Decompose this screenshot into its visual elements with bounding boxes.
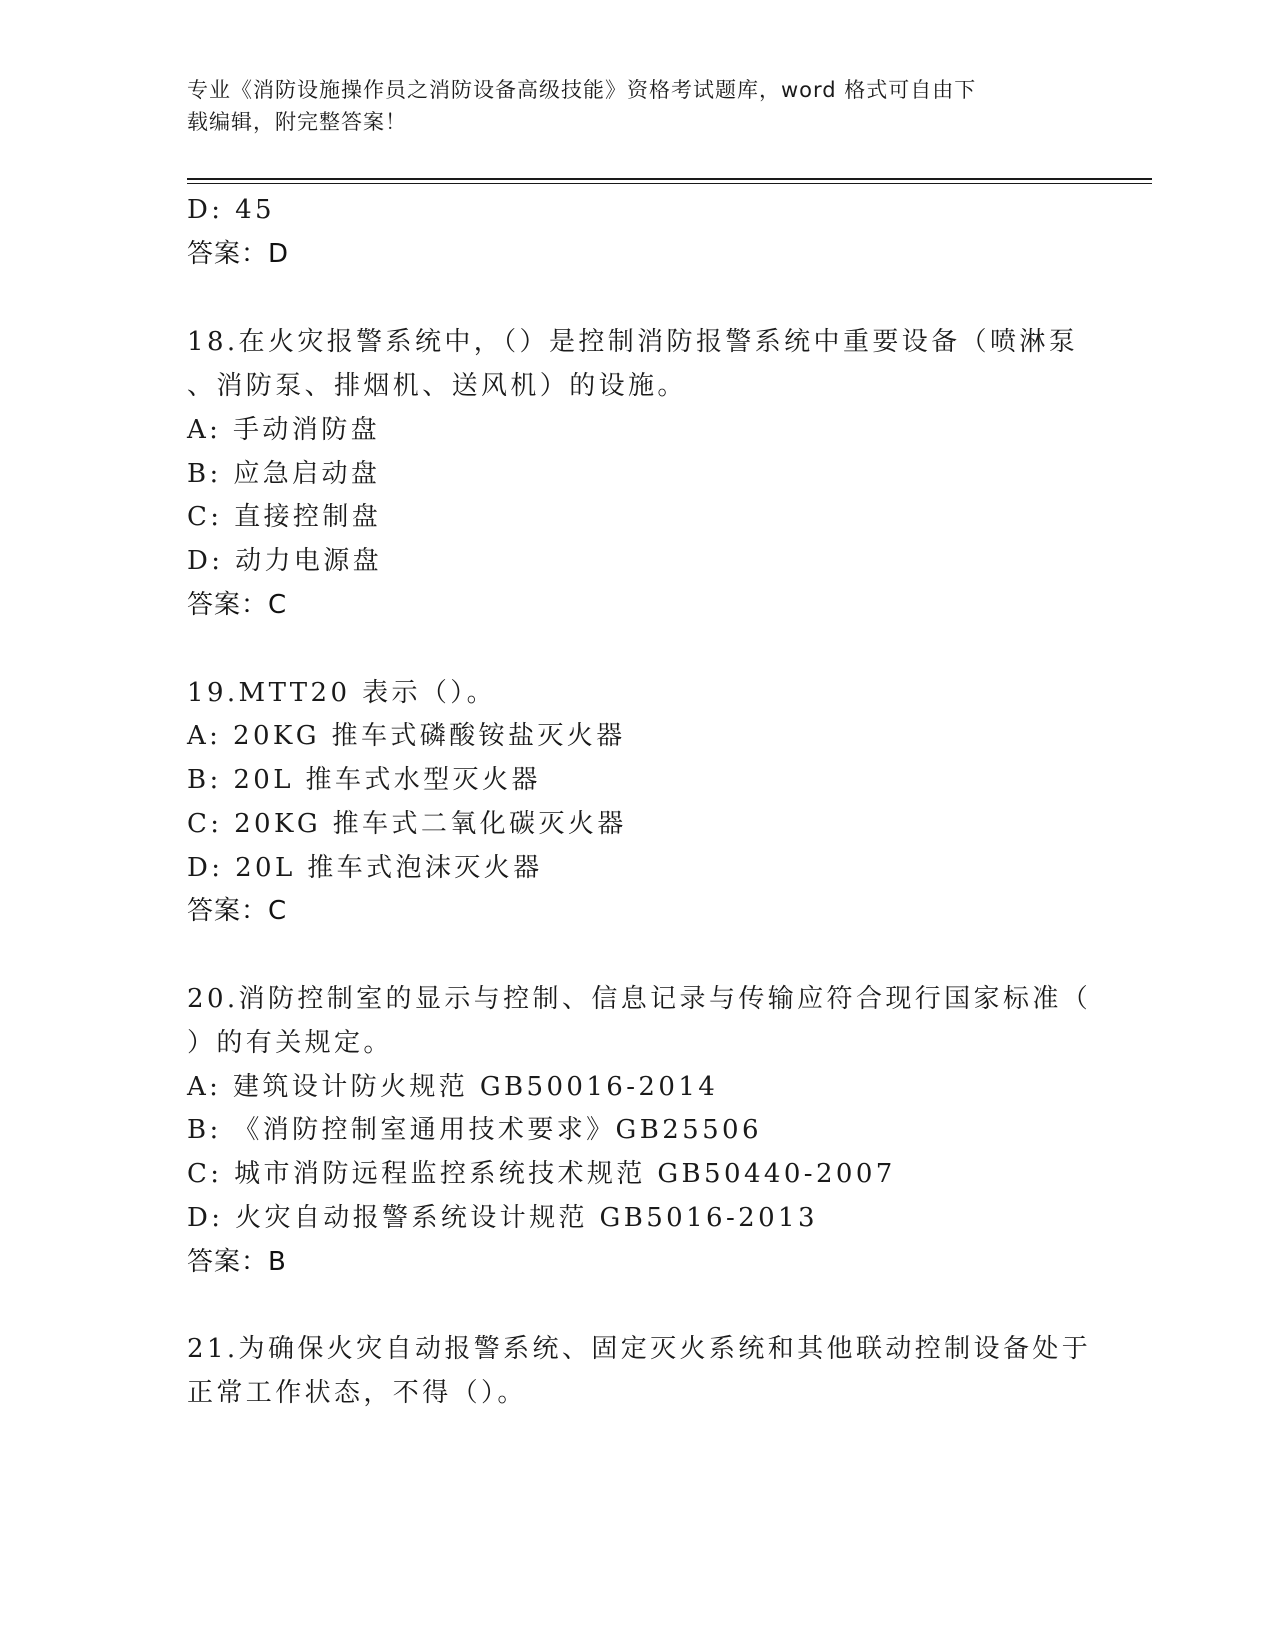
q20-answer: 答案：B [187,1247,287,1277]
q19-option-b: B: 20L 推车式水型灭火器 [187,765,541,795]
document-header [187,74,1067,138]
q20-option-a: A: 建筑设计防火规范 GB50016-2014 [187,1072,719,1102]
q18-stem-line-2: 、消防泵、排烟机、送风机）的设施。 [187,371,687,401]
q18-option-a: A: 手动消防盘 [187,415,381,445]
q20-option-b: B: 《消防控制室通用技术要求》GB25506 [187,1115,762,1145]
header-rule-thick [187,178,1152,180]
q17-answer: 答案：D [187,239,290,269]
q21-stem-line-2: 正常工作状态，不得（）。 [187,1378,527,1408]
header-line-1: 专业《消防设施操作员之消防设备高级技能》资格考试题库，word 格式可自由下 [187,78,977,102]
q18-answer: 答案：C [187,590,288,620]
q20-stem-line-1: 20.消防控制室的显示与控制、信息记录与传输应符合现行国家标准（ [187,984,1092,1014]
q20-stem-line-2: ）的有关规定。 [187,1028,393,1058]
q19-answer: 答案：C [187,896,288,926]
q18-stem-line-1: 18.在火灾报警系统中，（）是控制消防报警系统中重要设备（喷淋泵 [187,327,1079,357]
q20-option-c: C: 城市消防远程监控系统技术规范 GB50440-2007 [187,1159,896,1189]
q17-option-d: D: 45 [187,195,275,225]
q21-stem-line-1: 21.为确保火灾自动报警系统、固定灭火系统和其他联动控制设备处于 [187,1334,1092,1364]
q18-option-b: B: 应急启动盘 [187,459,381,489]
header-line-2: 载编辑，附完整答案！ [187,110,407,134]
q19-stem-line-1: 19.MTT20 表示（）。 [187,678,497,708]
q19-option-c: C: 20KG 推车式二氧化碳灭火器 [187,809,627,839]
q18-option-d: D: 动力电源盘 [187,546,383,576]
q19-option-d: D: 20L 推车式泡沫灭火器 [187,853,543,883]
q18-option-c: C: 直接控制盘 [187,502,382,532]
q19-option-a: A: 20KG 推车式磷酸铵盐灭火器 [187,721,626,751]
q20-option-d: D: 火灾自动报警系统设计规范 GB5016-2013 [187,1203,818,1233]
header-rule-thin [187,183,1152,184]
